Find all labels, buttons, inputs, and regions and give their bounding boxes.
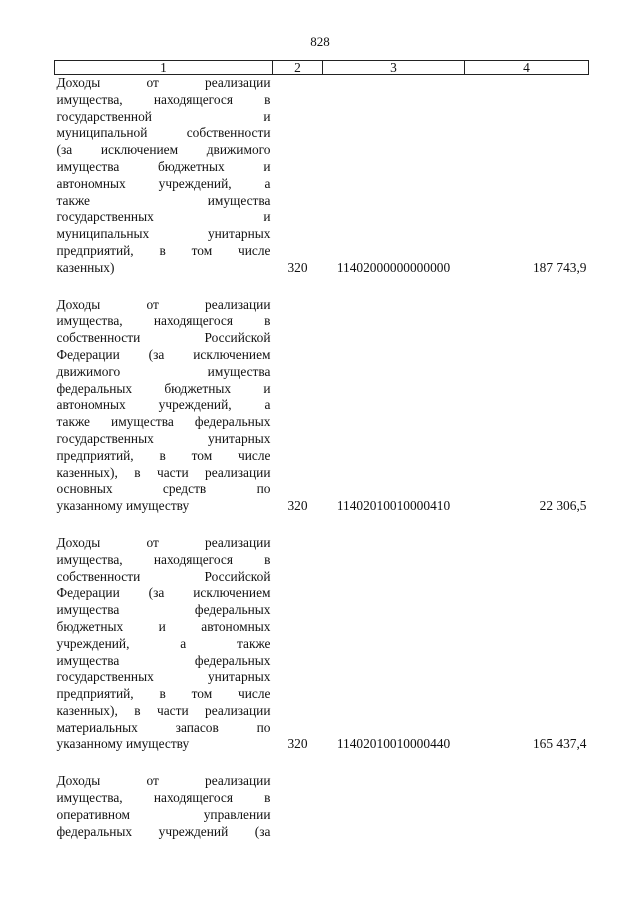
- text-line: Доходы от реализации: [56, 773, 271, 789]
- text-line: имущества, находящегося в: [56, 790, 271, 806]
- amount-cell: 22 306,5: [539, 498, 587, 514]
- revenue-table: [54, 60, 589, 840]
- text-line: материальных запасов по: [56, 719, 271, 735]
- column-header: 4: [465, 61, 589, 75]
- table-row: [55, 535, 589, 753]
- text-line: казенных), в части реализации: [56, 702, 271, 718]
- text-line: также имущества федеральных: [56, 414, 271, 430]
- budget-code-cell: 11402010010000440: [336, 736, 451, 752]
- text-line: имущества, находящегося в: [56, 551, 271, 567]
- text-line: Федерации (за исключением: [56, 585, 271, 601]
- text-line: Доходы от реализации: [56, 534, 271, 550]
- text-line: федеральных бюджетных и: [56, 380, 271, 396]
- column-header: 2: [273, 61, 323, 75]
- revenue-name-cell: [55, 535, 273, 753]
- text-line: муниципальных унитарных: [56, 226, 271, 242]
- table-row: [55, 75, 589, 277]
- table-row: [55, 773, 589, 840]
- text-line: Доходы от реализации: [56, 296, 271, 312]
- text-line: автономных учреждений, а: [56, 397, 271, 413]
- text-line: имущества, находящегося в: [56, 91, 271, 107]
- table-row: [55, 297, 589, 515]
- revenue-name-cell: [55, 75, 273, 277]
- text-line: государственных унитарных: [56, 430, 271, 446]
- column-header: 1: [55, 61, 273, 75]
- table-header-row: [55, 61, 589, 75]
- text-line: казенных), в части реализации: [56, 464, 271, 480]
- text-line: государственных и: [56, 209, 271, 225]
- text-line: оперативном управлении: [56, 806, 271, 822]
- text-line: предприятий, в том числе: [56, 686, 271, 702]
- revenue-name-cell: [55, 297, 273, 515]
- text-line: имущества, находящегося в: [56, 313, 271, 329]
- page-number: 828: [310, 34, 330, 49]
- row-spacer: [55, 753, 589, 773]
- text-line: автономных учреждений, а: [56, 175, 271, 191]
- text-line: бюджетных и автономных: [56, 618, 271, 634]
- text-line: указанному имуществу: [56, 498, 190, 514]
- text-line: основных средств по: [56, 481, 271, 497]
- admin-code-cell: 320: [287, 498, 308, 514]
- admin-code-cell: [273, 773, 323, 840]
- text-line: Доходы от реализации: [56, 75, 271, 90]
- text-line: предприятий, в том числе: [56, 447, 271, 463]
- text-line: собственности Российской: [56, 330, 271, 346]
- text-line: (за исключением движимого: [56, 142, 271, 158]
- admin-code-cell: 320: [287, 259, 308, 275]
- text-line: предприятий, в том числе: [56, 242, 271, 258]
- text-line: имущества бюджетных и: [56, 158, 271, 174]
- row-spacer: [55, 277, 589, 297]
- amount-cell: 187 743,9: [532, 259, 587, 275]
- text-line: указанному имуществу: [56, 736, 190, 752]
- text-line: учреждений, а также: [56, 635, 271, 651]
- budget-code-cell: 11402000000000000: [336, 259, 451, 275]
- text-line: имущества федеральных: [56, 602, 271, 618]
- column-header: 3: [323, 61, 465, 75]
- text-line: казенных): [56, 259, 115, 275]
- text-line: муниципальной собственности: [56, 125, 271, 141]
- text-line: федеральных учреждений (за: [56, 823, 271, 839]
- admin-code-cell: 320: [287, 736, 308, 752]
- budget-code-cell: 11402010010000410: [336, 498, 451, 514]
- text-line: движимого имущества: [56, 363, 271, 379]
- text-line: государственной и: [56, 108, 271, 124]
- text-line: имущества федеральных: [56, 652, 271, 668]
- text-line: также имущества: [56, 192, 271, 208]
- text-line: собственности Российской: [56, 568, 271, 584]
- amount-cell: 165 437,4: [532, 736, 587, 752]
- budget-code-cell: [323, 773, 465, 840]
- revenue-name-cell: [55, 773, 273, 840]
- row-spacer: [55, 515, 589, 535]
- text-line: государственных унитарных: [56, 669, 271, 685]
- text-line: Федерации (за исключением: [56, 346, 271, 362]
- amount-cell: [465, 773, 589, 840]
